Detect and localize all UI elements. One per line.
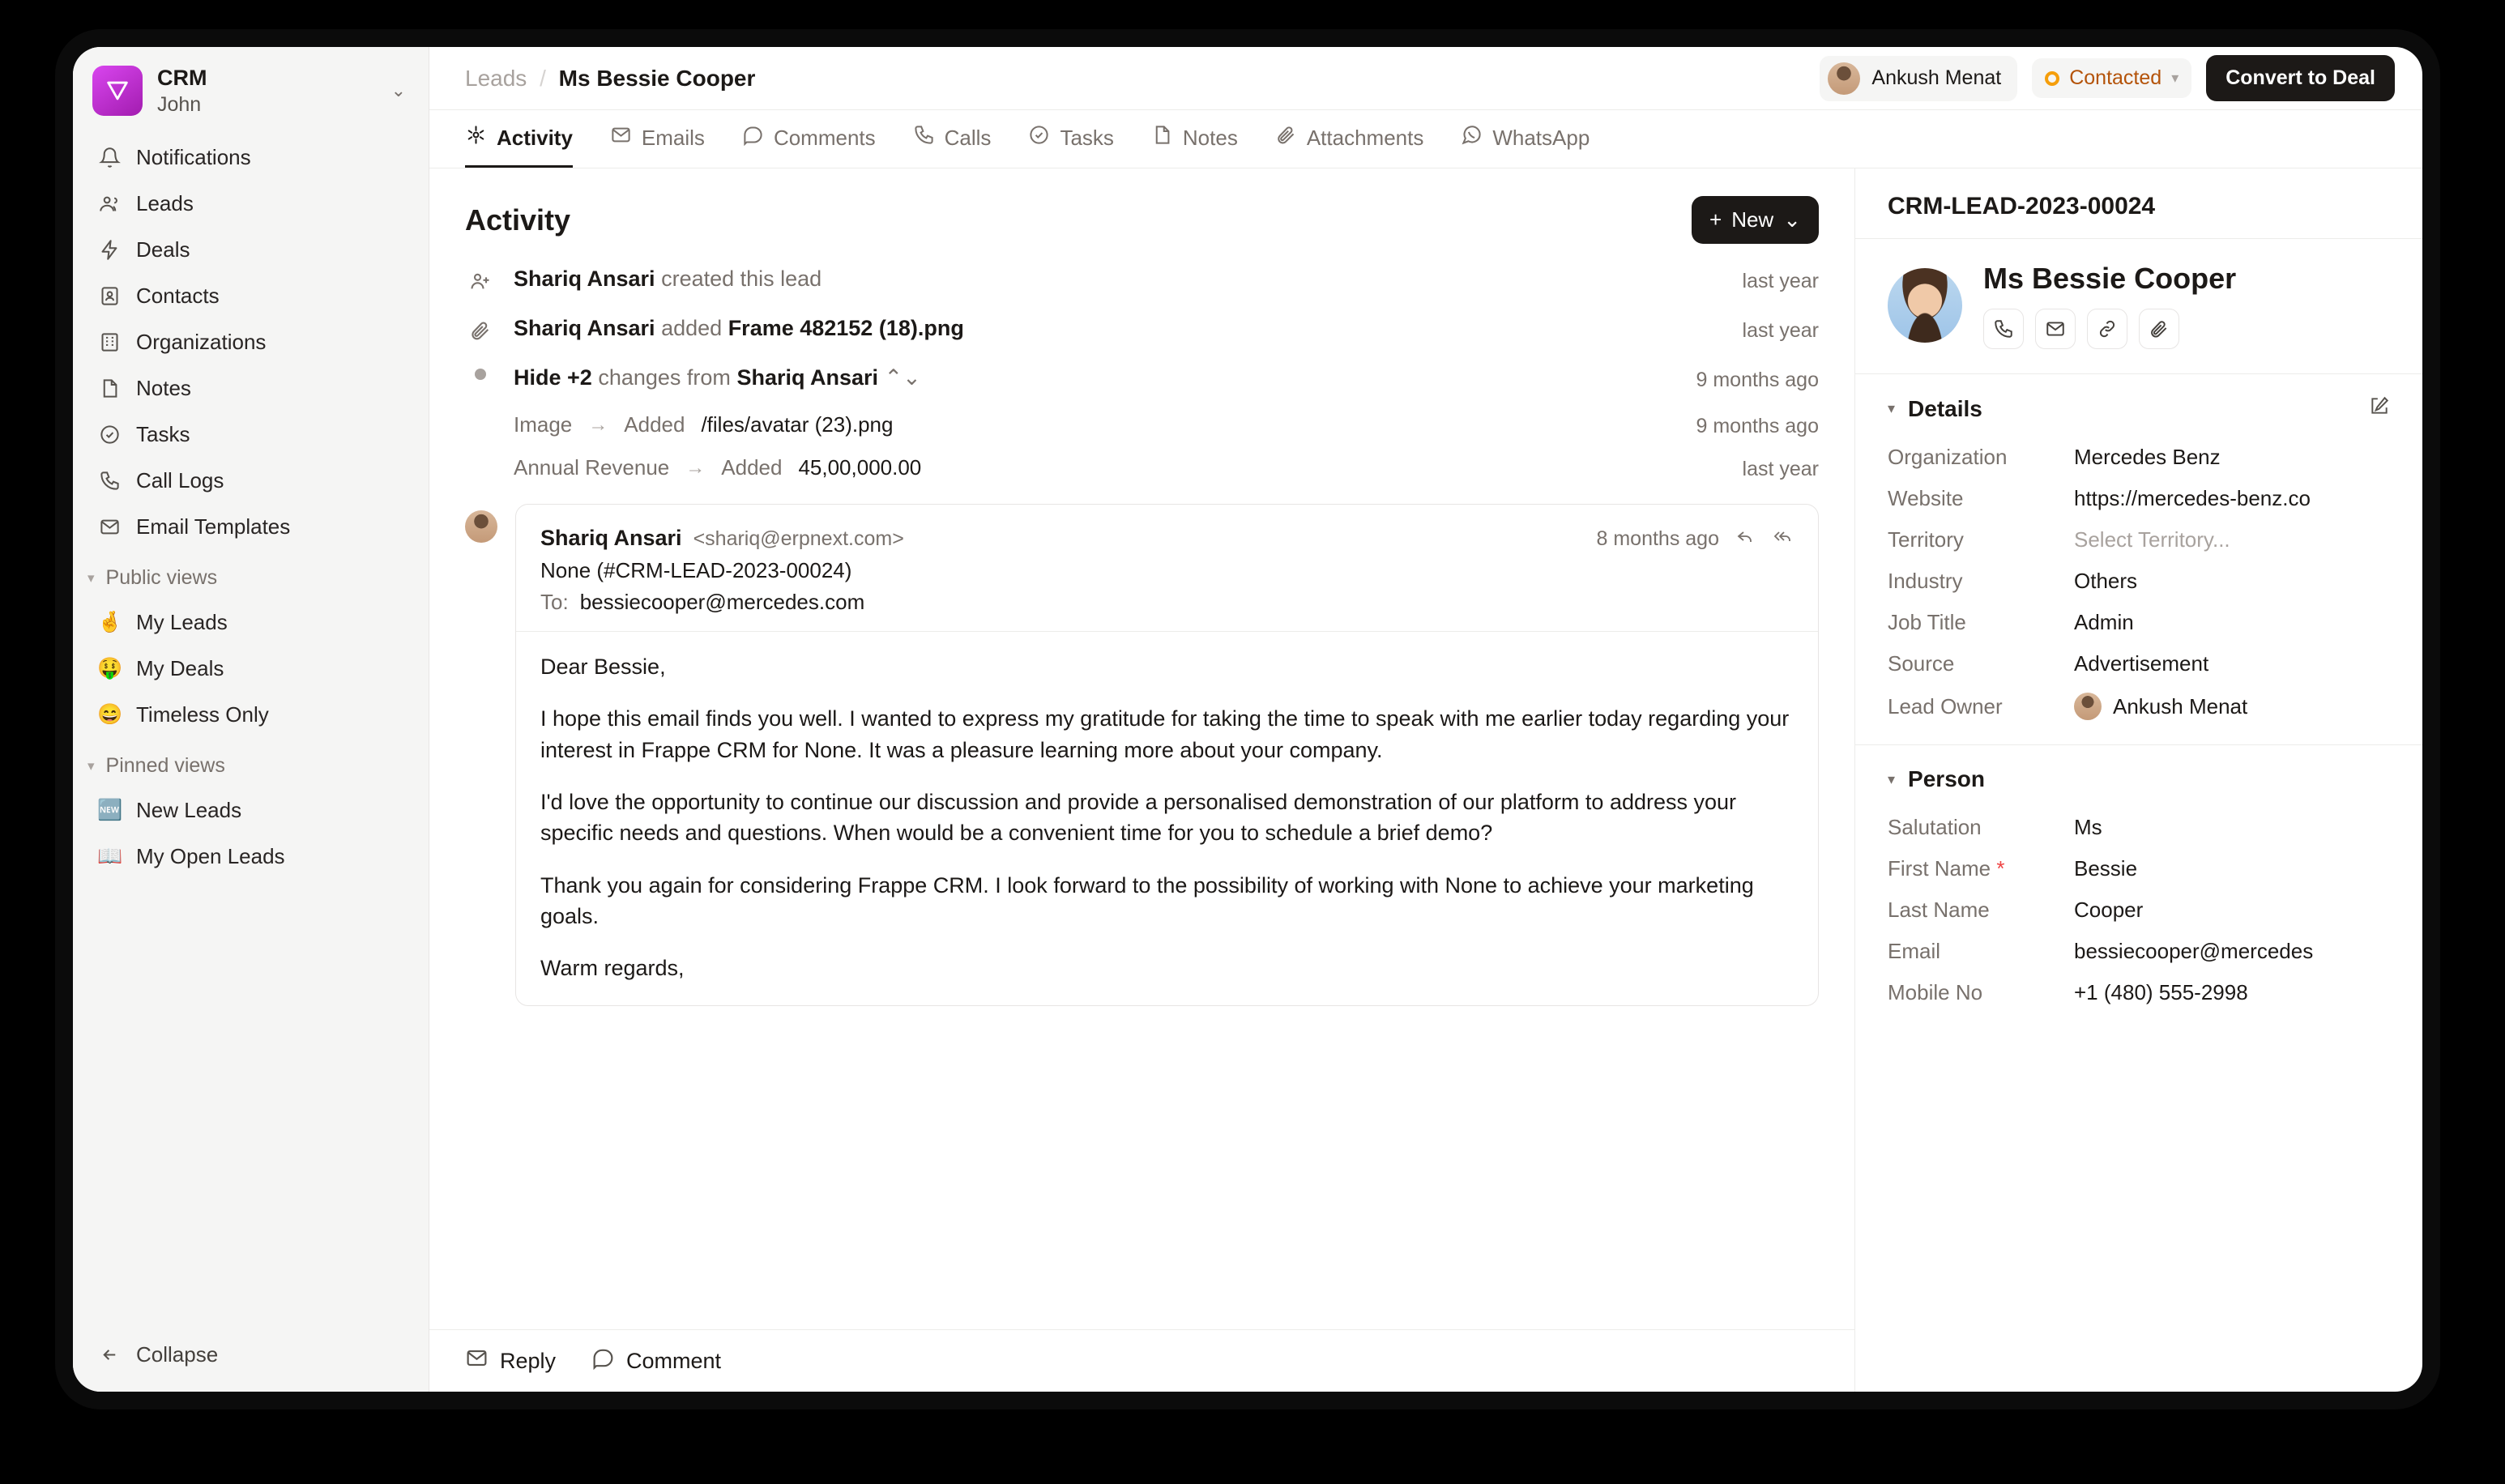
tab-activity[interactable] — [465, 110, 573, 168]
field-email[interactable] — [1855, 931, 2422, 972]
sidebar-item-my-deals[interactable] — [86, 646, 416, 692]
contact-name: Ms Bessie Cooper — [1983, 262, 2237, 295]
change-time: 9 months ago — [1696, 415, 1819, 437]
mail-icon[interactable] — [2035, 309, 2076, 349]
tab-emails[interactable] — [610, 110, 705, 168]
field-value: Advertisement — [2074, 651, 2209, 676]
field-value: Ankush Menat — [2113, 693, 2248, 719]
reply-all-icon[interactable] — [1771, 527, 1794, 552]
field-value: Others — [2074, 569, 2138, 593]
avatar — [2074, 693, 2102, 720]
sidebar-item-email-templates[interactable] — [86, 504, 416, 550]
email-sender-address: <shariq@erpnext.com> — [693, 527, 904, 550]
field-label: Email — [1888, 939, 1941, 963]
deals-icon — [97, 238, 122, 262]
assignee-name: Ankush Menat — [1871, 66, 2002, 89]
pinned-views-list — [73, 784, 429, 883]
email-meta — [1597, 527, 1794, 552]
field-label: Territory — [1888, 527, 1964, 552]
sidebar-item-label: Deals — [136, 237, 190, 262]
tasks-icon — [97, 423, 122, 447]
tab-tasks[interactable] — [1028, 110, 1113, 168]
email-paragraph: Dear Bessie, — [540, 655, 666, 679]
person-section-header[interactable] — [1855, 745, 2422, 807]
comment-label: Comment — [626, 1348, 722, 1373]
chevron-down-icon: ▾ — [1888, 400, 1896, 416]
field-mobile-no[interactable] — [1855, 972, 2422, 1013]
chevron-down-icon: ▾ — [2171, 70, 2179, 86]
activity-actor: Shariq Ansari — [514, 267, 655, 291]
emoji-icon: 📖 — [97, 845, 123, 868]
tab-attachments[interactable] — [1275, 110, 1424, 168]
email-card[interactable] — [515, 504, 1819, 1006]
tab-calls[interactable] — [913, 110, 992, 168]
status-dot-icon — [2045, 71, 2059, 86]
chevron-down-icon: ▾ — [87, 757, 95, 774]
sidebar-item-notifications[interactable] — [86, 134, 416, 181]
field-job-title[interactable] — [1855, 602, 2422, 643]
activity-time: 9 months ago — [1696, 369, 1819, 391]
email-header — [540, 526, 1794, 552]
attachment-icon[interactable] — [2139, 309, 2179, 349]
change-field: Image — [514, 412, 573, 437]
email-subject: None (#CRM-LEAD-2023-00024) — [540, 558, 852, 582]
collapse-label: Collapse — [136, 1342, 219, 1367]
breadcrumb-separator: / — [540, 65, 546, 91]
new-button[interactable] — [1692, 196, 1819, 244]
mail-icon — [97, 515, 122, 539]
activity-event-text — [514, 267, 1725, 292]
section-public-views[interactable] — [73, 553, 429, 596]
scroll-fade — [429, 1273, 1854, 1329]
notes-icon — [97, 377, 122, 401]
sidebar-item-my-leads[interactable] — [86, 599, 416, 646]
email-item — [465, 489, 1819, 1006]
sidebar-nav — [73, 131, 429, 553]
calls-icon — [913, 124, 935, 151]
details-section-header[interactable] — [1855, 374, 2422, 437]
leads-icon — [97, 192, 122, 216]
field-last-name[interactable] — [1855, 889, 2422, 931]
change-field: Annual Revenue — [514, 455, 670, 480]
sidebar-item-organizations[interactable] — [86, 319, 416, 365]
field-salutation[interactable] — [1855, 807, 2422, 848]
changes-actor: Shariq Ansari — [736, 365, 879, 390]
emoji-icon: 😄 — [97, 703, 123, 727]
field-value: +1 (480) 555-2998 — [2074, 980, 2248, 1004]
tab-label: Calls — [944, 125, 992, 150]
assignee-chip[interactable] — [1820, 56, 2017, 101]
sidebar-item-label: Email Templates — [136, 514, 291, 539]
sidebar-item-new-leads[interactable] — [86, 787, 416, 834]
field-label-text: First Name — [1888, 856, 1991, 881]
reply-label: Reply — [500, 1348, 557, 1373]
change-row — [465, 446, 1819, 489]
sidebar-item-label: Notes — [136, 376, 191, 401]
edit-icon[interactable] — [2369, 395, 2390, 422]
chevron-down-icon: ▾ — [1888, 770, 1896, 787]
sidebar-item-tasks[interactable] — [86, 412, 416, 458]
activity-event — [465, 255, 1819, 305]
sidebar-item-label: Notifications — [136, 145, 251, 170]
field-label: Salutation — [1888, 815, 1982, 839]
avatar — [1828, 62, 1860, 95]
collapse-button[interactable] — [73, 1324, 429, 1392]
reply-button[interactable] — [465, 1346, 556, 1375]
emoji-icon: 🤑 — [97, 657, 123, 680]
dot-icon — [465, 365, 496, 380]
organizations-icon — [97, 330, 122, 355]
field-label — [1888, 856, 2074, 881]
field-label: Last Name — [1888, 898, 1990, 922]
phone-icon — [97, 469, 122, 493]
activity-icon — [465, 124, 487, 151]
tasks-icon — [1028, 124, 1050, 151]
paperclip-icon — [465, 316, 496, 342]
change-value: 45,00,000.00 — [798, 455, 922, 480]
activity-time: last year — [1742, 319, 1819, 342]
sidebar-item-label: Call Logs — [136, 468, 224, 493]
field-value: Mercedes Benz — [2074, 445, 2221, 469]
field-value-wrap — [2074, 693, 2247, 720]
section-label: Public views — [105, 566, 218, 590]
sidebar-item-notes[interactable] — [86, 365, 416, 412]
emails-icon — [610, 124, 632, 151]
change-time: last year — [1742, 458, 1819, 480]
field-label: Mobile No — [1888, 980, 1983, 1004]
field-value: Ms — [2074, 815, 2102, 839]
field-label: Industry — [1888, 569, 1963, 593]
sidebar-item-timeless-only[interactable] — [86, 692, 416, 738]
arrow-right-icon: → — [685, 456, 706, 479]
activity-action: added — [661, 316, 723, 340]
chevron-down-icon: ▾ — [87, 569, 95, 586]
chevron-down-icon[interactable]: ⌄ — [390, 80, 406, 101]
reply-icon[interactable] — [1734, 527, 1756, 552]
sidebar-item-label: Contacts — [136, 284, 220, 309]
breadcrumb — [465, 66, 755, 92]
email-paragraph: Thank you again for considering Frappe CRM. I look forward to the possibility of working with None to achieve your marketing goals. — [540, 872, 1754, 928]
email-sender: Shariq Ansari — [540, 526, 682, 550]
page-title: Activity — [465, 203, 571, 237]
collapse-icon — [97, 1343, 122, 1367]
email-to-value: bessiecooper@mercedes.com — [579, 590, 865, 614]
public-views-list — [73, 596, 429, 741]
field-territory[interactable] — [1855, 519, 2422, 561]
activity-actor: Shariq Ansari — [514, 316, 655, 340]
tab-bar — [429, 110, 2422, 168]
breadcrumb-root[interactable]: Leads — [465, 65, 527, 91]
sidebar-item-label: Leads — [136, 191, 194, 216]
emoji-icon: 🆕 — [97, 799, 123, 822]
sidebar-item-contacts[interactable] — [86, 273, 416, 319]
field-industry[interactable] — [1855, 561, 2422, 602]
breadcrumb-current: Ms Bessie Cooper — [558, 65, 756, 91]
sidebar-item-call-logs[interactable] — [86, 458, 416, 504]
changes-text: changes from — [598, 365, 731, 390]
tab-comments[interactable] — [742, 110, 876, 168]
tab-label: Notes — [1182, 125, 1238, 150]
topbar-actions — [1820, 55, 2395, 101]
brand-name: CRM — [157, 66, 207, 90]
email-time: 8 months ago — [1596, 527, 1719, 550]
activity-column — [429, 168, 1855, 1392]
section-pinned-views[interactable] — [73, 741, 429, 784]
attachments-icon — [1275, 124, 1297, 151]
contacts-icon — [97, 284, 122, 309]
changes-count: +2 — [567, 365, 592, 390]
activity-changes-toggle[interactable] — [465, 354, 1819, 403]
details-section-title: Details — [1908, 395, 1982, 421]
sidebar-item-label: Organizations — [136, 330, 267, 355]
status-label: Contacted — [2069, 66, 2162, 89]
whatsapp-icon — [1461, 124, 1483, 151]
status-badge[interactable] — [2032, 58, 2191, 98]
email-paragraph: I hope this email finds you well. I wanted to express my gratitude for taking the time to speak with me earlier today regarding your interest in Frappe CRM for None. It was a pleasure learning more about your company. — [540, 706, 1790, 762]
tab-whatsapp[interactable] — [1461, 110, 1590, 168]
field-label: Job Title — [1888, 610, 1966, 634]
activity-header — [429, 168, 1854, 255]
user-plus-icon — [465, 267, 496, 292]
field-value: https://mercedes-benz.co — [2074, 486, 2311, 510]
tab-label: Emails — [641, 125, 705, 150]
activity-time: last year — [1742, 270, 1819, 292]
phone-icon[interactable] — [1983, 309, 2024, 349]
activity-footer — [429, 1329, 1854, 1392]
chevron-updown-icon: ⌃⌄ — [884, 365, 921, 390]
reply-icon — [465, 1346, 489, 1375]
avatar[interactable] — [1888, 268, 1962, 343]
email-paragraph: I'd love the opportunity to continue our discussion and provide a personalised demonstration of our platform to address your specific needs and questions. When would be a convenient time for you to schedule a brief demo? — [540, 789, 1737, 846]
email-to-label: To: — [540, 590, 569, 614]
sidebar-item-label: New Leads — [136, 798, 242, 823]
sidebar-item-label: Tasks — [136, 422, 190, 447]
tab-notes[interactable] — [1151, 110, 1238, 168]
activity-event-text — [514, 316, 1725, 341]
tab-label: Comments — [773, 125, 876, 150]
sidebar-item-label: My Deals — [136, 656, 224, 681]
field-label: Source — [1888, 651, 1955, 676]
convert-to-deal-button[interactable]: Convert to Deal — [2206, 55, 2395, 101]
field-label: Organization — [1888, 445, 2008, 469]
field-value: Select Territory... — [2074, 527, 2230, 552]
plus-icon: + — [1709, 207, 1722, 232]
field-source[interactable] — [1855, 643, 2422, 684]
hide-label: Hide — [514, 365, 561, 390]
details-panel — [1855, 168, 2422, 1392]
field-value: Cooper — [2074, 898, 2144, 922]
record-id: CRM-LEAD-2023-00024 — [1855, 168, 2422, 239]
contact-summary-text — [1983, 262, 2236, 349]
emoji-icon: 🤞 — [97, 611, 123, 634]
activity-feed — [429, 255, 1854, 1329]
comment-icon — [591, 1346, 615, 1375]
field-value: Bessie — [2074, 856, 2138, 881]
sidebar-item-leads[interactable] — [86, 181, 416, 227]
activity-action: created this lead — [661, 267, 822, 291]
sidebar-item-deals[interactable] — [86, 227, 416, 273]
arrow-right-icon: → — [588, 413, 608, 436]
person-section-title: Person — [1908, 766, 1985, 791]
contact-summary — [1855, 239, 2422, 374]
notes-icon — [1151, 124, 1173, 151]
brand-text — [157, 65, 377, 117]
comments-icon — [742, 124, 764, 151]
new-button-label: New — [1731, 207, 1774, 232]
change-value: /files/avatar (23).png — [701, 412, 894, 437]
tab-label: Tasks — [1060, 125, 1114, 150]
sidebar-item-label: Timeless Only — [136, 702, 269, 727]
sidebar-brand[interactable] — [73, 47, 429, 131]
topbar — [429, 47, 2422, 110]
field-label: Lead Owner — [1888, 693, 2003, 719]
app-window — [73, 47, 2422, 1392]
activity-object: Frame 482152 (18).png — [728, 316, 964, 340]
field-first-name[interactable] — [1855, 848, 2422, 889]
change-action: Added — [624, 412, 685, 437]
email-body — [540, 632, 1794, 984]
field-website[interactable] — [1855, 478, 2422, 519]
sidebar — [73, 47, 429, 1392]
change-row — [465, 403, 1819, 446]
field-label: Website — [1888, 486, 1964, 510]
sidebar-item-my-open-leads[interactable] — [86, 834, 416, 880]
email-recipient-row — [540, 590, 1794, 615]
field-lead-owner[interactable] — [1855, 684, 2422, 728]
sidebar-item-label: My Open Leads — [136, 844, 285, 869]
required-indicator: * — [1991, 856, 2005, 881]
tab-label: WhatsApp — [1492, 125, 1590, 150]
crm-logo-icon — [92, 66, 143, 116]
email-paragraph: Warm regards, — [540, 956, 685, 981]
field-value: bessiecooper@mercedes — [2074, 939, 2314, 963]
comment-button[interactable] — [591, 1346, 721, 1375]
content — [429, 168, 2422, 1392]
activity-event — [465, 305, 1819, 354]
field-organization[interactable] — [1855, 437, 2422, 478]
sidebar-spacer — [73, 883, 429, 1324]
main-area — [429, 47, 2422, 1392]
tab-label: Activity — [497, 125, 573, 150]
brand-user: John — [157, 93, 202, 117]
tab-label: Attachments — [1306, 125, 1424, 150]
avatar — [465, 510, 497, 543]
change-action: Added — [721, 455, 783, 480]
chevron-down-icon: ⌄ — [1783, 207, 1801, 232]
field-value: Admin — [2074, 610, 2134, 634]
link-icon[interactable] — [2087, 309, 2127, 349]
bell-icon — [97, 146, 122, 170]
changes-toggle-text — [514, 365, 1679, 390]
sidebar-item-label: My Leads — [136, 610, 228, 635]
quick-actions — [1983, 309, 2236, 349]
section-label: Pinned views — [105, 754, 225, 778]
